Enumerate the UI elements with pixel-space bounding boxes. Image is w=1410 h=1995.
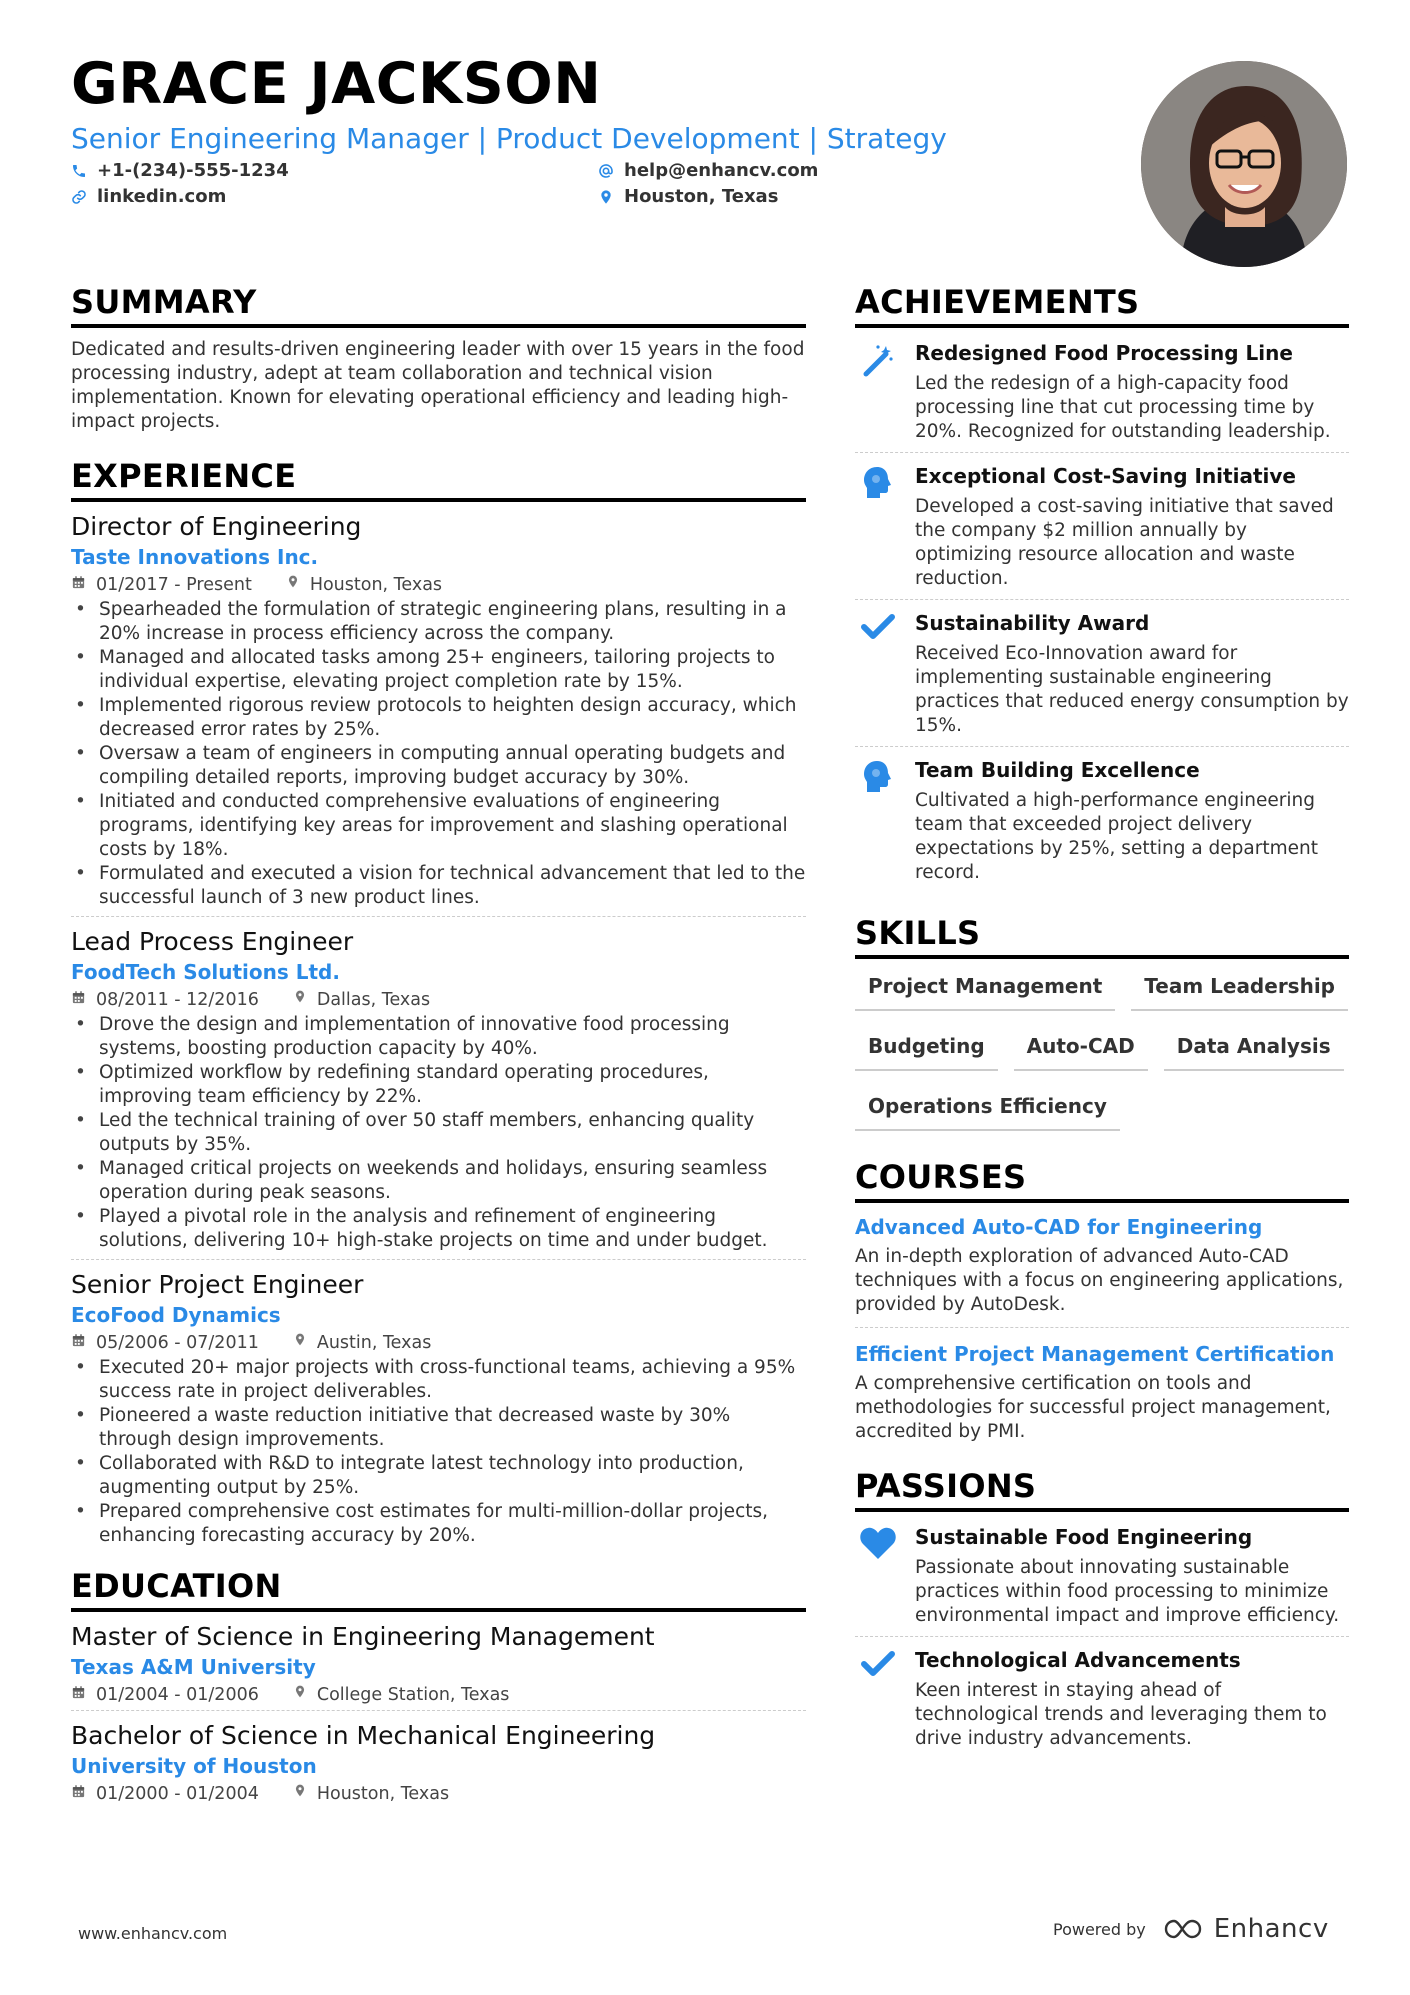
left-column (71, 283, 806, 1819)
skill-tag: Project Management (855, 965, 1115, 1011)
achievement-item-text: Cultivated a high-performance engineering team that exceeded project delivery expectations by 25%, setting a department record. (915, 790, 1318, 883)
job-meta (71, 987, 806, 1013)
profile-photo (1141, 61, 1347, 267)
summary-heading: SUMMARY (71, 286, 806, 328)
phone-contact[interactable] (71, 160, 289, 182)
map-pin-icon (293, 987, 307, 1013)
heart-icon (855, 1524, 901, 1628)
achievement-item (855, 330, 1349, 453)
at-icon (598, 163, 614, 179)
achievement-item (855, 453, 1349, 600)
job-bullet: • Prepared comprehensive cost estimates for multi-million-dollar projects, enhancing forecasting accuracy by 20%. (71, 1500, 806, 1548)
head-icon (855, 757, 901, 885)
achievement-item-title: Sustainability Award (915, 611, 1150, 635)
achievement-item (855, 747, 1349, 893)
location-contact (598, 186, 778, 208)
job-entry (71, 1270, 806, 1554)
school-name[interactable]: University of Houston (71, 1754, 317, 1778)
achievement-item-title: Redesigned Food Processing Line (915, 341, 1293, 365)
job-bullet: • Drove the design and implementation of innovative food processing systems, boosting production capacity by 40%. (71, 1013, 806, 1061)
experience-heading: EXPERIENCE (71, 460, 806, 502)
degree-title: Bachelor of Science in Mechanical Engineering (71, 1721, 656, 1750)
education-heading: EDUCATION (71, 1570, 806, 1612)
course-text: A comprehensive certification on tools and methodologies for successful project management, accredited by PMI. (855, 1373, 1331, 1442)
skills-list (855, 965, 1349, 1131)
experience-list (71, 512, 806, 1554)
map-pin-icon (293, 1682, 307, 1708)
location-text: Houston, Texas (624, 186, 779, 207)
skill-tag: Data Analysis (1164, 1025, 1344, 1071)
job-company[interactable]: FoodTech Solutions Ltd. (71, 960, 340, 984)
job-bullet: • Led the technical training of over 50 staff members, enhancing quality outputs by 35%. (71, 1109, 806, 1157)
course-entry (855, 1338, 1349, 1454)
enhancv-logo-icon (1162, 1917, 1206, 1941)
job-company[interactable]: EcoFood Dynamics (71, 1303, 281, 1327)
right-column (855, 283, 1349, 1759)
calendar-icon (71, 572, 86, 598)
achievement-item-body (915, 610, 1349, 738)
job-role: Senior Project Engineer (71, 1270, 364, 1299)
passion-item-text: Keen interest in staying ahead of technological trends and leveraging them to drive industry advancements. (915, 1680, 1327, 1749)
summary-section (71, 283, 806, 434)
job-dates: 05/2006 - 07/2011 (96, 1333, 259, 1353)
job-bullets (71, 1013, 806, 1253)
linkedin-contact[interactable] (71, 186, 226, 208)
email-text: help@enhancv.com (624, 160, 819, 181)
job-company[interactable]: Taste Innovations Inc. (71, 545, 319, 569)
passion-item-title: Sustainable Food Engineering (915, 1525, 1253, 1549)
courses-heading: COURSES (855, 1161, 1349, 1203)
degree-title: Master of Science in Engineering Management (71, 1622, 655, 1651)
passions-list (855, 1514, 1349, 1759)
link-icon (71, 189, 87, 205)
job-entry (71, 512, 806, 917)
education-location: College Station, Texas (316, 1685, 510, 1705)
achievement-item-title: Exceptional Cost-Saving Initiative (915, 464, 1296, 488)
passion-item (855, 1514, 1349, 1637)
achievement-item-text: Led the redesign of a high-capacity food processing line that cut processing time by 20%. Recognized for outstanding leadership. (915, 373, 1331, 442)
courses-list (855, 1211, 1349, 1454)
experience-section (71, 457, 806, 1554)
job-bullets (71, 598, 806, 910)
phone-icon (71, 163, 87, 179)
brand-name: Enhancv (1213, 1914, 1329, 1944)
skills-section (855, 914, 1349, 1131)
job-bullets (71, 1356, 806, 1548)
achievements-heading: ACHIEVEMENTS (855, 286, 1349, 328)
education-meta (71, 1682, 806, 1708)
job-meta (71, 572, 806, 598)
education-entry (71, 1622, 806, 1711)
skill-tag: Auto-CAD (1014, 1025, 1148, 1071)
powered-by-label: Powered by (1053, 1919, 1146, 1939)
job-bullet: • Optimized workflow by redefining standard operating procedures, improving team efficiency by 22%. (71, 1061, 806, 1109)
course-title[interactable]: Efficient Project Management Certification (855, 1342, 1335, 1366)
job-bullet: • Pioneered a waste reduction initiative that decreased waste by 30% through design improvements. (71, 1404, 806, 1452)
education-meta (71, 1781, 806, 1807)
passions-heading: PASSIONS (855, 1470, 1349, 1512)
checkmark-icon (855, 610, 901, 738)
skills-heading: SKILLS (855, 917, 1349, 959)
job-bullet: • Managed and allocated tasks among 25+ engineers, tailoring projects to individual expertise, elevating project completion rate by 15%. (71, 646, 806, 694)
achievement-item-body (915, 463, 1349, 591)
checkmark-icon (855, 1647, 901, 1751)
map-pin-icon (293, 1330, 307, 1356)
job-location: Dallas, Texas (316, 990, 431, 1010)
job-role: Lead Process Engineer (71, 927, 354, 956)
education-dates: 01/2004 - 01/2006 (96, 1685, 259, 1705)
job-location: Austin, Texas (316, 1333, 432, 1353)
job-meta (71, 1330, 806, 1356)
achievement-item (855, 600, 1349, 747)
job-bullet: • Managed critical projects on weekends and holidays, ensuring seamless operation during peak seasons. (71, 1157, 806, 1205)
job-location: Houston, Texas (309, 575, 443, 595)
achievement-item-title: Team Building Excellence (915, 758, 1200, 782)
course-entry (855, 1211, 1349, 1328)
job-bullet: • Formulated and executed a vision for technical advancement that led to the successful launch of 3 new product lines. (71, 862, 806, 910)
passion-item-body (915, 1647, 1349, 1751)
job-entry (71, 927, 806, 1260)
education-location: Houston, Texas (316, 1784, 450, 1804)
candidate-title: Senior Engineering Manager | Product Development | Strategy (71, 122, 947, 155)
map-pin-icon (293, 1781, 307, 1807)
passion-item-body (915, 1524, 1349, 1628)
passion-item-title: Technological Advancements (915, 1648, 1241, 1672)
education-entry (71, 1721, 806, 1809)
job-dates: 08/2011 - 12/2016 (96, 990, 259, 1010)
job-bullet: • Collaborated with R&D to integrate latest technology into production, augmenting output by 25%. (71, 1452, 806, 1500)
footer-website[interactable]: www.enhancv.com (78, 1924, 228, 1943)
achievement-item-body (915, 757, 1349, 885)
education-section (71, 1567, 806, 1809)
job-bullet: • Spearheaded the formulation of strategic engineering plans, resulting in a 20% increase in process efficiency across the company. (71, 598, 806, 646)
map-pin-icon (286, 572, 300, 598)
footer-branding (1053, 1914, 1329, 1944)
job-bullet: • Oversaw a team of engineers in computing annual operating budgets and compiling detailed reports, improving budget accuracy by 30%. (71, 742, 806, 790)
brand-logo[interactable] (1162, 1914, 1329, 1944)
job-bullet: • Executed 20+ major projects with cross-functional teams, achieving a 95% success rate in project deliverables. (71, 1356, 806, 1404)
course-text: An in-depth exploration of advanced Auto-CAD techniques with a focus on engineering applications, provided by AutoDesk. (855, 1246, 1344, 1315)
course-title[interactable]: Advanced Auto-CAD for Engineering (855, 1215, 1263, 1239)
magic-wand-icon (855, 340, 901, 444)
job-bullet: • Played a pivotal role in the analysis and refinement of engineering solutions, delivering 10+ high-stake projects on time and under budget. (71, 1205, 806, 1253)
courses-section (855, 1158, 1349, 1454)
calendar-icon (71, 987, 86, 1013)
email-contact[interactable] (598, 160, 818, 182)
achievements-list (855, 330, 1349, 893)
job-bullet: • Initiated and conducted comprehensive evaluations of engineering programs, identifying key areas for improvement and slashing operational costs by 18%. (71, 790, 806, 862)
achievement-item-body (915, 340, 1349, 444)
phone-text: +1-(234)-555-1234 (97, 160, 289, 181)
job-dates: 01/2017 - Present (96, 575, 252, 595)
linkedin-text: linkedin.com (97, 186, 227, 207)
school-name[interactable]: Texas A&M University (71, 1655, 316, 1679)
achievements-section (855, 283, 1349, 893)
calendar-icon (71, 1781, 86, 1807)
skill-tag: Operations Efficiency (855, 1085, 1120, 1131)
calendar-icon (71, 1682, 86, 1708)
education-list (71, 1622, 806, 1809)
passion-item-text: Passionate about innovating sustainable practices within food processing to minimize environmental impact and improve efficiency. (915, 1557, 1340, 1626)
passion-item (855, 1637, 1349, 1759)
achievement-item-text: Received Eco-Innovation award for implementing sustainable engineering practices that reduced energy consumption by 15%. (915, 643, 1349, 736)
head-icon (855, 463, 901, 591)
map-pin-icon (598, 188, 614, 206)
candidate-name: GRACE JACKSON (71, 51, 602, 117)
job-bullet: • Implemented rigorous review protocols to heighten design accuracy, which decreased error rates by 25%. (71, 694, 806, 742)
achievement-item-text: Developed a cost-saving initiative that saved the company $2 million annually by optimizing resource allocation and waste reduction. (915, 496, 1334, 589)
job-role: Director of Engineering (71, 512, 362, 541)
education-dates: 01/2000 - 01/2004 (96, 1784, 259, 1804)
skill-tag: Budgeting (855, 1025, 998, 1071)
calendar-icon (71, 1330, 86, 1356)
summary-text: Dedicated and results-driven engineering leader with over 15 years in the food processing industry, adept at team collaboration and technical vision implementation. Known for elevating operational efficiency and leading high-impact projects. (71, 339, 805, 432)
skill-tag: Team Leadership (1131, 965, 1348, 1011)
passions-section (855, 1467, 1349, 1759)
